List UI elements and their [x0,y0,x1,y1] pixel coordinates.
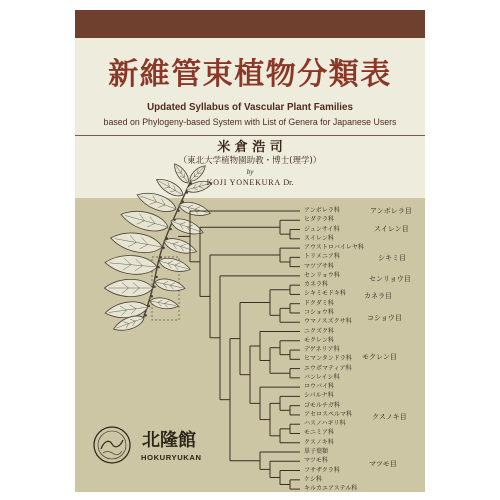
family-label: トリメニア科 [304,253,340,261]
publisher-name-en: HOKURYUKAN [141,453,202,462]
family-label: マツブサ科 [304,262,334,270]
family-label: バンレイシ科 [304,373,340,381]
leaflet [149,296,179,311]
family-label: エウポマティア科 [304,364,352,372]
fruit-dot [162,247,164,249]
family-label: ニクズク科 [304,327,334,335]
family-label: ゴモルチガ科 [304,401,340,409]
family-label: 単子葉類 [304,448,329,456]
fruit-dot [166,237,168,239]
family-label: コショウ科 [304,308,334,316]
phylogenetic-tree [178,211,300,489]
order-label: クスノキ目 [372,412,407,421]
family-label: キルカエアステル科 [304,485,358,492]
family-label: ケシ科 [304,475,322,483]
family-label: カネラ科 [304,281,329,289]
leaflet [104,253,158,276]
book-title: 新維管束植物分類表 [108,57,392,92]
fruit-dot [156,276,158,278]
order-label: カネラ目 [364,291,392,300]
english-subtitle: based on Phylogeny-based System with List of Genera for Japanese Users [103,116,397,127]
divider-line [75,135,425,136]
author-degree: Dr. [283,177,294,187]
fruit-dot [177,210,179,212]
fruit-dot [160,256,162,258]
leaflet [109,229,164,256]
family-label: ドクダミ科 [304,299,334,307]
logo-wave [101,440,123,449]
family-label: モクレン科 [304,336,334,344]
family-label: フサザクラ科 [304,466,340,474]
order-label: モクレン目 [362,352,397,361]
family-label: クスノキ科 [304,438,334,446]
family-label: シキミモドキ科 [304,290,347,298]
logo-wave-small [103,451,122,455]
family-label: モニミア科 [304,429,335,437]
fruit-dot [153,286,155,288]
order-label: シキミ目 [378,253,406,262]
order-label: アンボレラ目 [370,206,412,215]
family-label: ジュンサイ科 [304,225,340,233]
fruit-dot [151,295,153,297]
by-label: by [246,167,254,176]
fruit-dot [145,314,147,316]
family-label: ヒマンタンドラ科 [304,355,352,363]
family-label: アセロスペルマ科 [304,410,352,418]
english-title: Updated Syllabus of Vascular Plant Families [147,102,353,113]
order-label: マツモ目 [369,459,397,468]
order-label: コショウ目 [367,313,402,322]
family-label: ウマノスズクサ科 [304,318,352,326]
author-name-en: KOJI YONEKURA [206,177,281,187]
order-label: センリョウ目 [369,274,411,283]
fruit-dot [186,191,188,193]
leaflet [154,277,186,294]
leaflet [104,279,153,296]
author-name-ja: 米 倉 浩 司 [217,140,283,155]
fruit-dot [148,305,150,307]
family-label: ロウバイ科 [304,383,335,391]
fruit-dot [173,219,175,221]
fruit-dot [169,228,171,230]
book-cover [75,10,425,492]
family-label: アンボレラ科 [304,207,340,214]
author-affiliation: （東北大学植物園助教・博士(理学)） [178,155,322,166]
family-label: スイレン科 [304,234,334,242]
circular-emblem-icon [94,427,130,463]
family-label: ヒダテラ科 [304,216,335,224]
family-label: シパルナ科 [304,392,334,400]
author-name-en-line [75,178,425,188]
family-label: ハスノハギリ科 [304,420,346,428]
fruit-dot [157,266,159,268]
family-label: デゲネリア科 [304,346,340,354]
fruit-dot [182,200,184,202]
order-label: スイレン目 [374,224,409,233]
family-label: アウストロバイレヤ科 [304,244,364,252]
publisher-name: 北隆館 [142,430,196,451]
leaflet [158,255,192,274]
family-label: マツモ科 [304,457,328,465]
family-label: センリョウ科 [304,271,340,279]
